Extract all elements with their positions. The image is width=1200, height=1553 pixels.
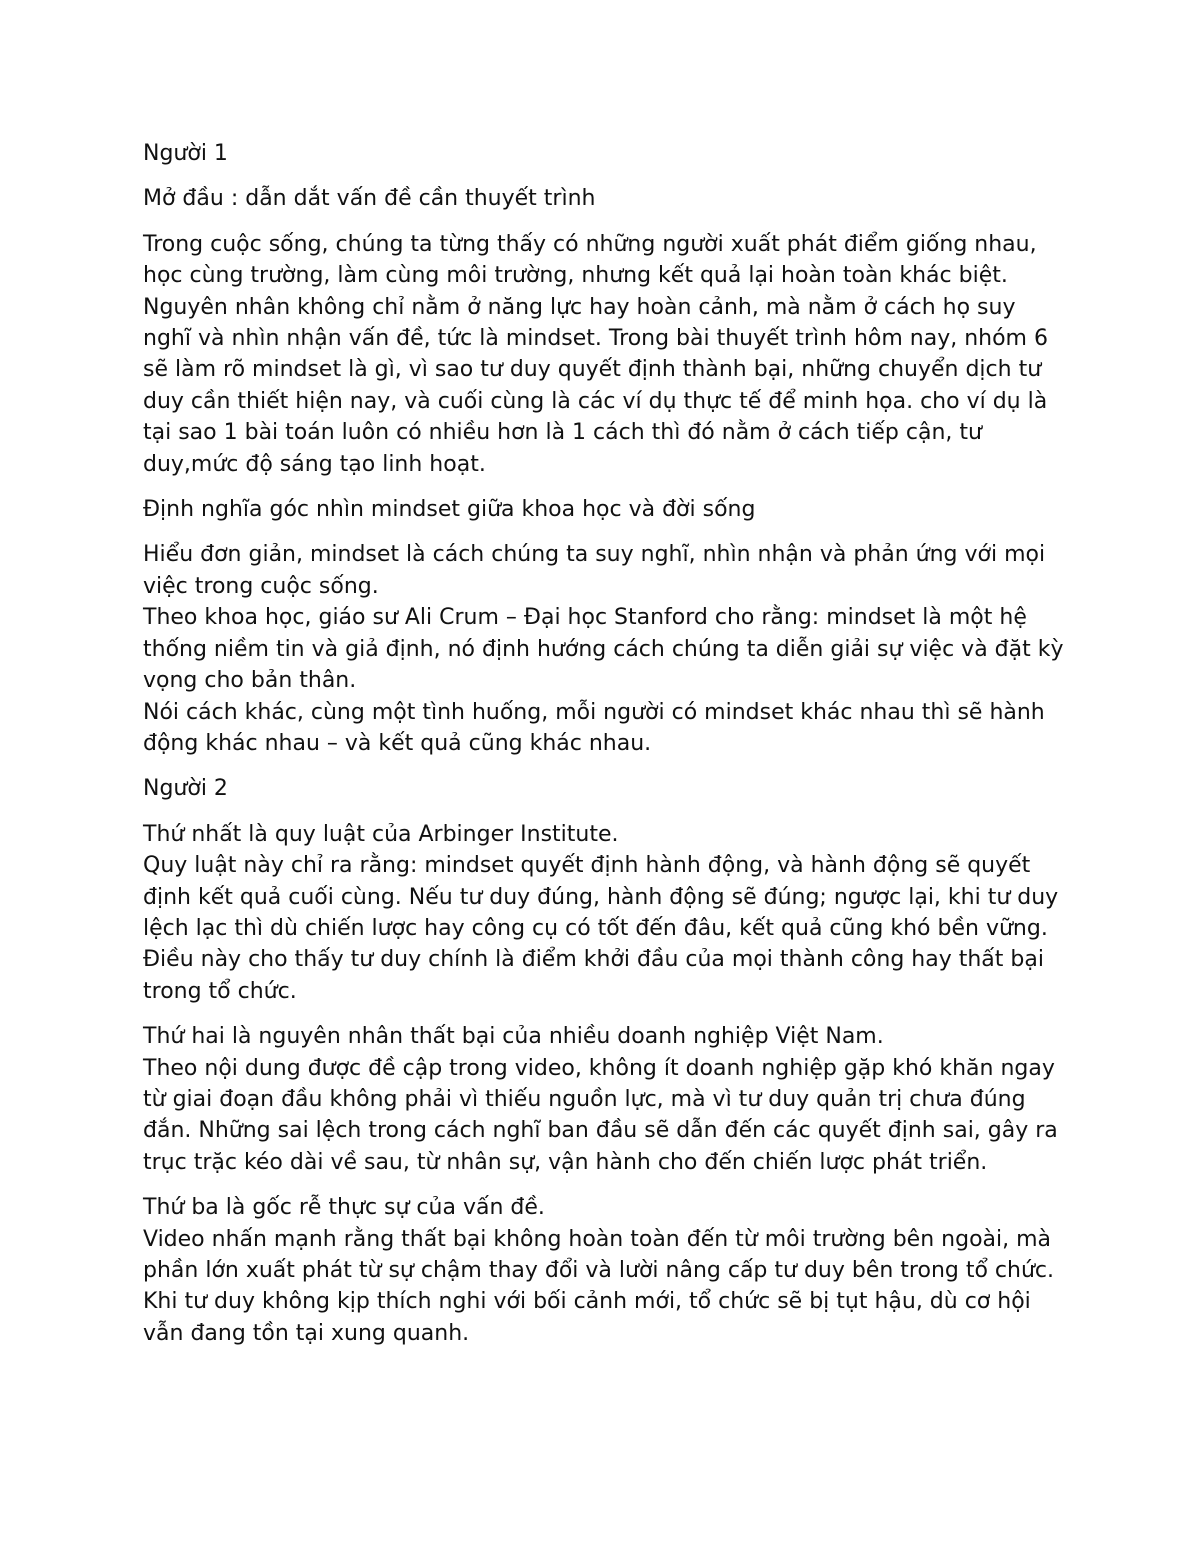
definition-paragraph-2: Theo khoa học, giáo sư Ali Crum – Đại học Stanford cho rằng: mindset là một hệ thống niềm tin và giả định, nó định hướng cách chúng ta diễn giải sự việc và đặt kỳ vọng cho bản thân.	[143, 605, 1064, 694]
document-page	[143, 138, 1068, 1363]
definition-paragraph-3: Nói cách khác, cùng một tình huống, mỗi người có mindset khác nhau thì sẽ hành động khác nhau – và kết quả cũng khác nhau.	[143, 699, 1045, 756]
speaker-2-label: Người 2	[143, 776, 228, 802]
intro-heading: Mở đầu : dẫn dắt vấn đề cần thuyết trình	[143, 186, 596, 212]
definition-paragraph-1: Hiểu đơn giản, mindset là cách chúng ta suy nghĩ, nhìn nhận và phản ứng với mọi việc trong cuộc sống.	[143, 542, 1046, 599]
second-point-heading: Thứ hai là nguyên nhân thất bại của nhiều doanh nghiệp Việt Nam.	[143, 1024, 884, 1050]
third-point-body: Video nhấn mạnh rằng thất bại không hoàn toàn đến từ môi trường bên ngoài, mà phần lớn xuất phát từ sự chậm thay đổi và lười nâng cấp tư duy bên trong tổ chức. Khi tư duy không kịp thích nghi với bối cảnh mới, tổ chức sẽ bị tụt hậu, dù cơ hội vẫn đang tồn tại xung quanh.	[143, 1226, 1055, 1346]
intro-paragraph: Trong cuộc sống, chúng ta từng thấy có những người xuất phát điểm giống nhau, học cùng trường, làm cùng môi trường, nhưng kết quả lại hoàn toàn khác biệt. Nguyên nhân không chỉ nằm ở năng lực hay hoàn cảnh, mà nằm ở cách họ suy nghĩ và nhìn nhận vấn đề, tức là mindset. Trong bài thuyết trình hôm nay, nhóm 6 sẽ làm rõ mindset là gì, vì sao tư duy quyết định thành bại, những chuyển dịch tư duy cần thiết hiện nay, và cuối cùng là các ví dụ thực tế để minh họa. cho ví dụ là tại sao 1 bài toán luôn có nhiều hơn là 1 cách thì đó nằm ở cách tiếp cận, tư duy,mức độ sáng tạo linh hoạt.	[143, 231, 1048, 477]
second-point-body: Theo nội dung được đề cập trong video, không ít doanh nghiệp gặp khó khăn ngay từ giai đoạn đầu không phải vì thiếu nguồn lực, mà vì tư duy quản trị chưa đúng đắn. Những sai lệch trong cách nghĩ ban đầu sẽ dẫn đến các quyết định sai, gây ra trục trặc kéo dài về sau, từ nhân sự, vận hành cho đến chiến lược phát triển.	[143, 1055, 1058, 1175]
definition-section	[143, 539, 1068, 759]
speaker-1-label: Người 1	[143, 141, 228, 166]
definition-heading: Định nghĩa góc nhìn mindset giữa khoa học và đời sống	[143, 497, 756, 523]
third-point-heading: Thứ ba là gốc rễ thực sự của vấn đề.	[143, 1195, 545, 1221]
first-point-heading: Thứ nhất là quy luật của Arbinger Institute.	[143, 821, 619, 847]
third-point-section	[143, 1192, 1068, 1349]
second-point-section	[143, 1021, 1068, 1178]
first-point-section	[143, 819, 1068, 1007]
first-point-body: Quy luật này chỉ ra rằng: mindset quyết định hành động, và hành động sẽ quyết định kết quả cuối cùng. Nếu tư duy đúng, hành động sẽ đúng; ngược lại, khi tư duy lệch lạc thì dù chiến lược hay công cụ có tốt đến đâu, kết quả cũng khó bền vững. Điều này cho thấy tư duy chính là điểm khởi đầu của mọi thành công hay thất bại trong tổ chức.	[143, 853, 1059, 1004]
